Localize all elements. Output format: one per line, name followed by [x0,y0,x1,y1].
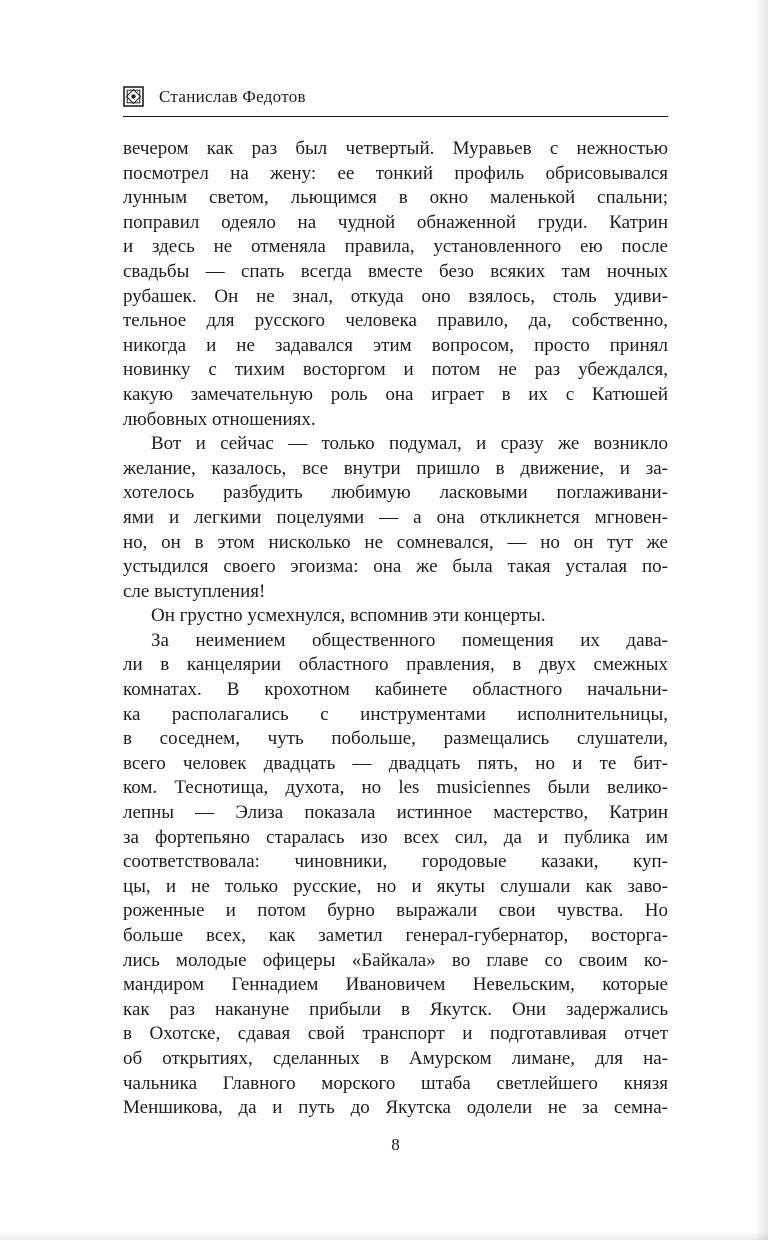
text-line: рубашек. Он не знал, откуда оно взялось, столь удиви- [123,285,668,307]
text-line: и здесь не отменяла правила, установленного ею после [123,236,668,258]
text-line: соответствовала: чиновники, городовые казаки, куп- [123,851,668,873]
text-line: свадьбы — спать всегда вместе безо всяких там ночных [123,260,668,282]
text-line: новинку с тихим восторгом и потом не раз убеждался, [123,359,668,381]
text-line: любовных отношениях. [123,408,316,430]
header-rule [123,116,668,117]
text-line: лись молодые офицеры «Байкала» во главе со своим ко- [123,949,668,971]
text-line: какую замечательную роль она играет в их с Катюшей [123,383,668,405]
text-line: никогда и не задавался этим вопросом, просто принял [123,334,668,356]
text-line: сле выступления! [123,580,266,602]
text-line: ями и легкими поцелуями — а она откликнется мгновен- [123,506,668,528]
text-line: больше всех, как заметил генерал-губернатор, восторга- [123,925,668,946]
text-line: цы, и не только русские, но и якуты слушали как заво- [123,875,668,897]
text-line: но, он в этом нисколько не сомневался, — но он тут же [123,531,668,553]
text-line: устыдился своего эгоизма: она же была такая усталая по- [123,556,668,578]
text-line: как раз накануне прибыли в Якутск. Они задержались [123,998,668,1020]
text-line: мандиром Геннадием Ивановичем Невельским, которые [123,974,668,996]
text-line: в Охотске, сдавая свой транспорт и подготавливая отчет [123,1023,668,1045]
page-footer [123,1135,668,1155]
text-line: чальника Главного морского штаба светлейшего князя [123,1072,668,1094]
page-header [123,86,668,107]
text-line: посмотрел на жену: ее тонкий профиль обрисовывался [123,162,668,184]
text-line: хотелось разбудить любимую ласковыми поглаживани- [123,482,668,504]
text-line: ли в канцелярии областного правления, в двух смежных [123,654,668,676]
text-line: вечером как раз был четвертый. Муравьев с нежностью [123,138,668,159]
text-line: ком. Теснотища, духота, но les musiciennes были велико- [123,777,668,799]
text-line: тельное для русского человека правило, да, собственно, [123,310,668,332]
text-line: всего человек двадцать — двадцать пять, но и те бит- [123,752,668,774]
text-line: Меншикова, да и путь до Якутска одолели не за семна- [123,1097,668,1119]
text-line: за фортепьяно старалась изо всех сил, да и публика им [123,826,668,848]
text-line: ка располагались с инструментами исполнительницы, [123,703,668,725]
text-line: в соседнем, чуть побольше, размещались слушатели, [123,728,668,750]
text-block [123,137,668,1121]
text-line: об открытиях, сделанных в Амурском лимане, для на- [123,1047,668,1069]
text-line: лепны — Элиза показала истинное мастерство, Катрин [123,802,668,824]
author-name: Станислав Федотов [159,86,306,106]
text-line: желание, казалось, все внутри пришло в движение, и за- [123,457,668,479]
text-line: лунным светом, льющимся в окно маленькой спальни; [123,187,668,209]
text-line: роженные и потом бурно выражали свои чувства. Но [123,900,668,922]
text-line: комнатах. В крохотном кабинете областного начальни- [123,679,668,701]
ornament-icon [123,86,144,107]
text-line: За неимением общественного помещения их дава- [151,629,668,651]
page-number: 8 [391,1134,400,1154]
text-line: Вот и сейчас — только подумал, и сразу же возникло [151,433,668,455]
text-line: Он грустно усмехнулся, вспомнив эти концерты. [151,605,546,627]
text-line: поправил одеяло на чудной обнаженной груди. Катрин [123,211,668,233]
